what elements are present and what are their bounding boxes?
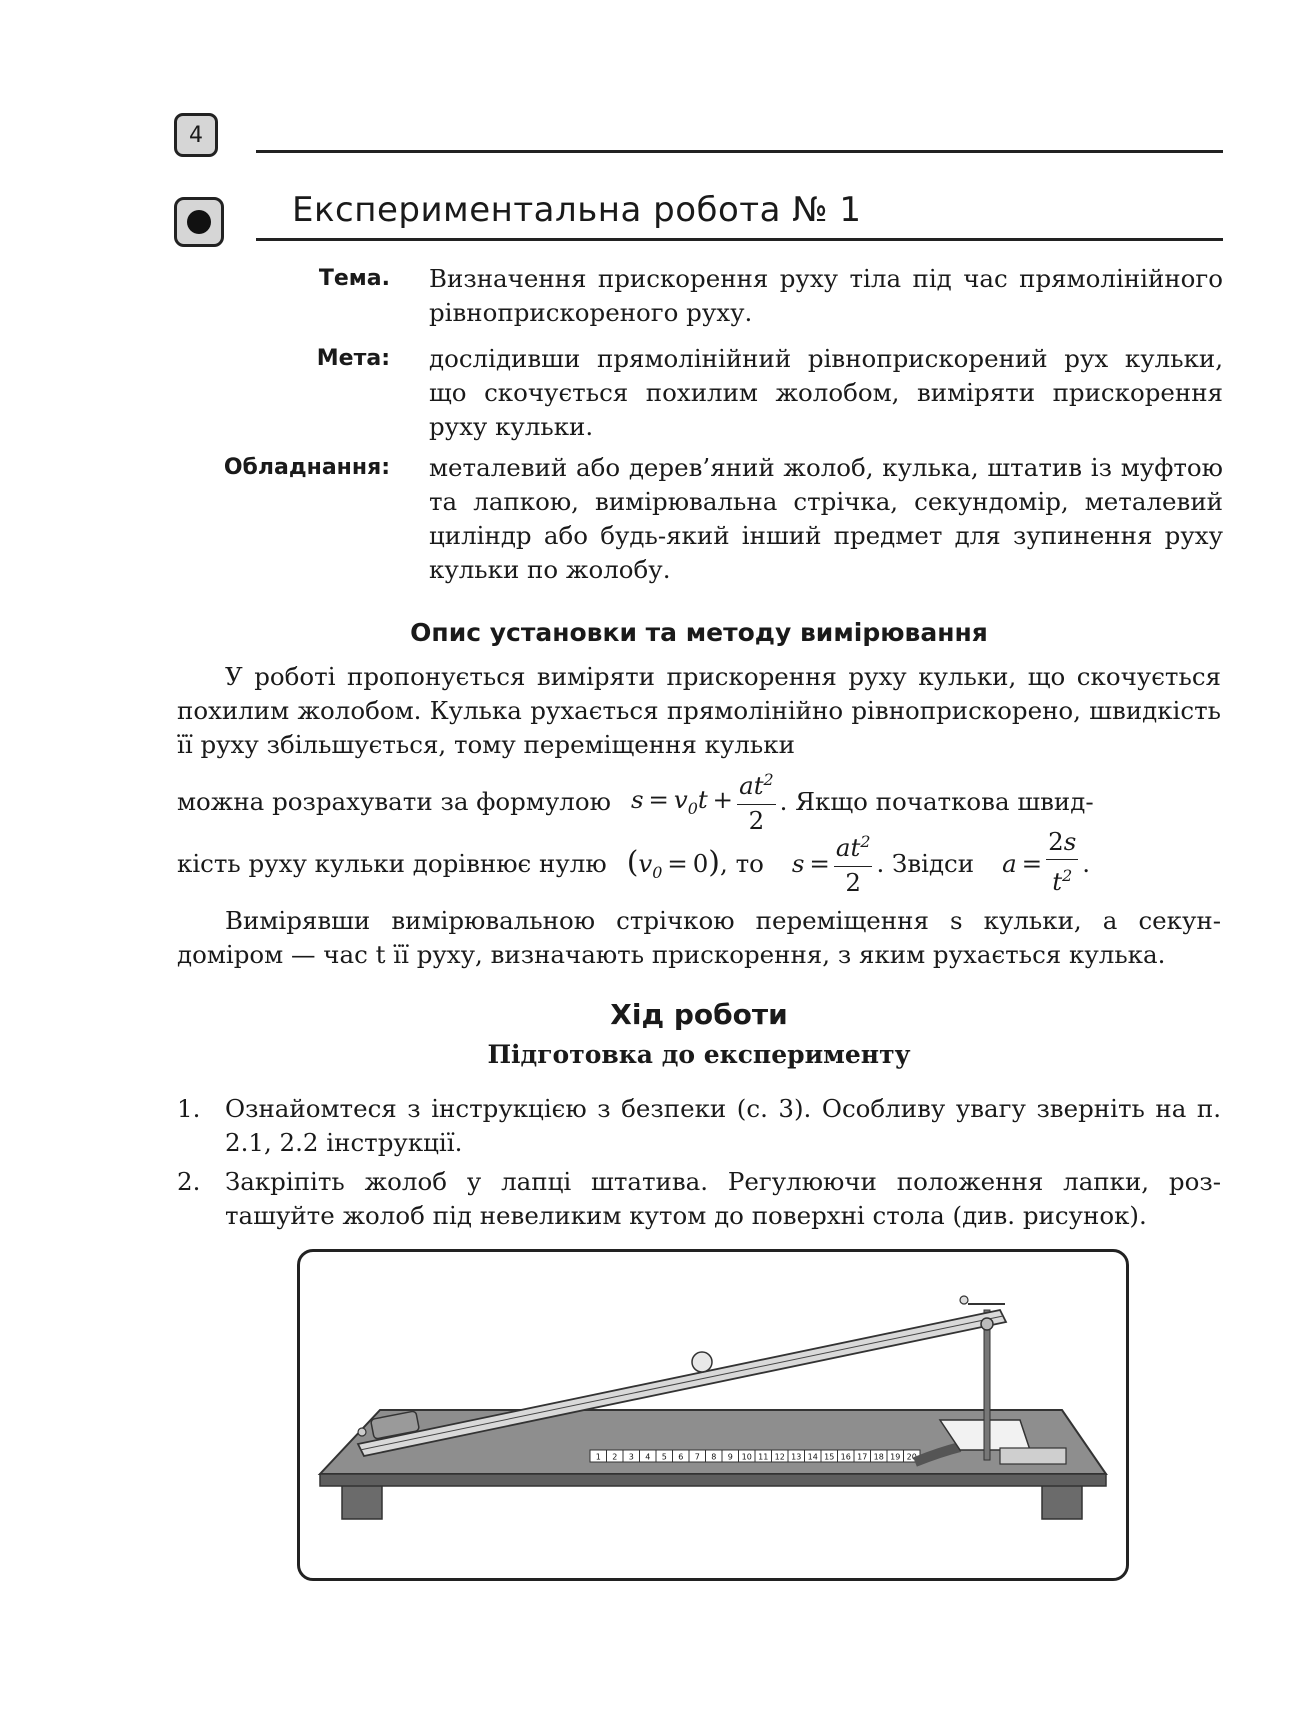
ball: [692, 1352, 712, 1372]
tape-label: 13: [791, 1452, 802, 1462]
method-paragraph-2: Вимірявши вимірювальною стрічкою переміщення s кульки, а секундоміром — час t її руху, визначають прискорення, з яким рухається кулька.: [177, 906, 1221, 969]
apparatus-illustration: [300, 1252, 1126, 1578]
equipment-label: Обладнання:: [223, 455, 390, 480]
list-item-text: Закріпіть жолоб у лапці штатива. Регулюючи положення лапки, розташуйте жолоб під невеликим кутом до поверхні стола (див. рисунок).: [225, 1167, 1221, 1230]
method-paragraph-1: У роботі пропонується виміряти прискорення руху кульки, що скочується похилим жолобом. Кулька рухається прямолінійно рівноприскорено, швидкість її руху збільшується, тому переміщення кульки: [177, 662, 1221, 759]
tape-label: 2: [612, 1452, 618, 1462]
formula2-end: .: [1082, 848, 1091, 878]
tape-label: 5: [661, 1452, 667, 1462]
tape-label: 7: [694, 1452, 700, 1462]
page-title: Експериментальна робота № 1: [292, 190, 862, 230]
formula1-prefix: можна розрахувати за формулою: [177, 786, 611, 816]
tape-label: 19: [890, 1452, 901, 1462]
formula2-mid2: . Звідси: [876, 848, 975, 878]
header-rule: [256, 150, 1223, 153]
tape-label: 16: [840, 1452, 851, 1462]
tape-label: 15: [824, 1452, 835, 1462]
tape-label: 4: [645, 1452, 651, 1462]
topic-label: Тема.: [318, 266, 390, 291]
equipment-text: металевий або дерев’яний жолоб, кулька, штатив із муфтою та лапкою, вимірювальна стрічка, секундомір, металевий циліндр або будь-який інший предмет для зупинення руху кульки по жолобу.: [429, 453, 1223, 584]
stopwatch-icon: [1000, 1448, 1066, 1464]
fraction-at2-over-2b: $\frac{at^2}{2}$: [834, 827, 873, 898]
goal-text: дослідивши прямолінійний рівноприскорений рух кульки, що скочується похилим жолобом, виміряти прискорення руху кульки.: [429, 344, 1223, 441]
formula-line-2: [177, 825, 1221, 901]
page-number: 4: [189, 122, 203, 148]
page-number-box: [174, 113, 218, 157]
tape-label: 20: [906, 1452, 917, 1462]
formula2-mid: , то: [720, 848, 764, 878]
formula1-suffix: . Якщо початкова швид-: [779, 786, 1094, 816]
goal-label: Мета:: [316, 346, 390, 371]
list-item-number: 1.: [177, 1094, 201, 1123]
list-item: [177, 1165, 1221, 1233]
figure-frame: [297, 1249, 1129, 1581]
list-item-text: Ознайомтеся з інструкцією з безпеки (с. 3). Особливу увагу зверніть на п. 2.1, 2.2 інструкції.: [225, 1094, 1221, 1157]
fraction-2s-over-t2: $\frac{2s}{t^2}$: [1048, 827, 1077, 897]
clamp-icon: [981, 1318, 993, 1330]
tape-label: 11: [758, 1452, 769, 1462]
tape-label: 3: [628, 1452, 634, 1462]
table-edge: [320, 1474, 1106, 1486]
tape-label: 1: [595, 1452, 601, 1462]
fraction-at2-over-2: $\frac{at^2}{2}$: [737, 765, 776, 836]
formula2-prefix: кість руху кульки дорівнює нулю: [177, 848, 607, 878]
method-heading: Опис установки та методу вимірювання: [410, 618, 988, 647]
tape-label: 17: [857, 1452, 868, 1462]
section-bullet-icon: [174, 197, 224, 247]
tape-label: 8: [711, 1452, 717, 1462]
procedure-heading: Хід роботи: [610, 998, 788, 1031]
tape-label: 14: [807, 1452, 818, 1462]
tape-label: 12: [774, 1452, 785, 1462]
formula-s-equals: s =: [791, 848, 830, 878]
list-item: [177, 1092, 1221, 1160]
stand-rod: [984, 1310, 990, 1460]
tape-label: 9: [727, 1452, 733, 1462]
formula-v0-zero: $(v_0 = 0)$: [626, 844, 721, 882]
formula-s-v0t: $s = v_0t$ +: [630, 784, 734, 818]
topic-text: Визначення прискорення руху тіла під час прямолінійного рівноприскореного руху.: [429, 264, 1223, 327]
measuring-tape: [590, 1450, 920, 1462]
title-rule: [256, 238, 1223, 241]
tape-label: 6: [678, 1452, 684, 1462]
formula-a-equals: a =: [1002, 848, 1043, 878]
tape-label: 18: [873, 1452, 884, 1462]
procedure-subheading: Підготовка до експерименту: [487, 1040, 911, 1069]
list-item-number: 2.: [177, 1167, 201, 1196]
tape-label: 10: [741, 1452, 752, 1462]
